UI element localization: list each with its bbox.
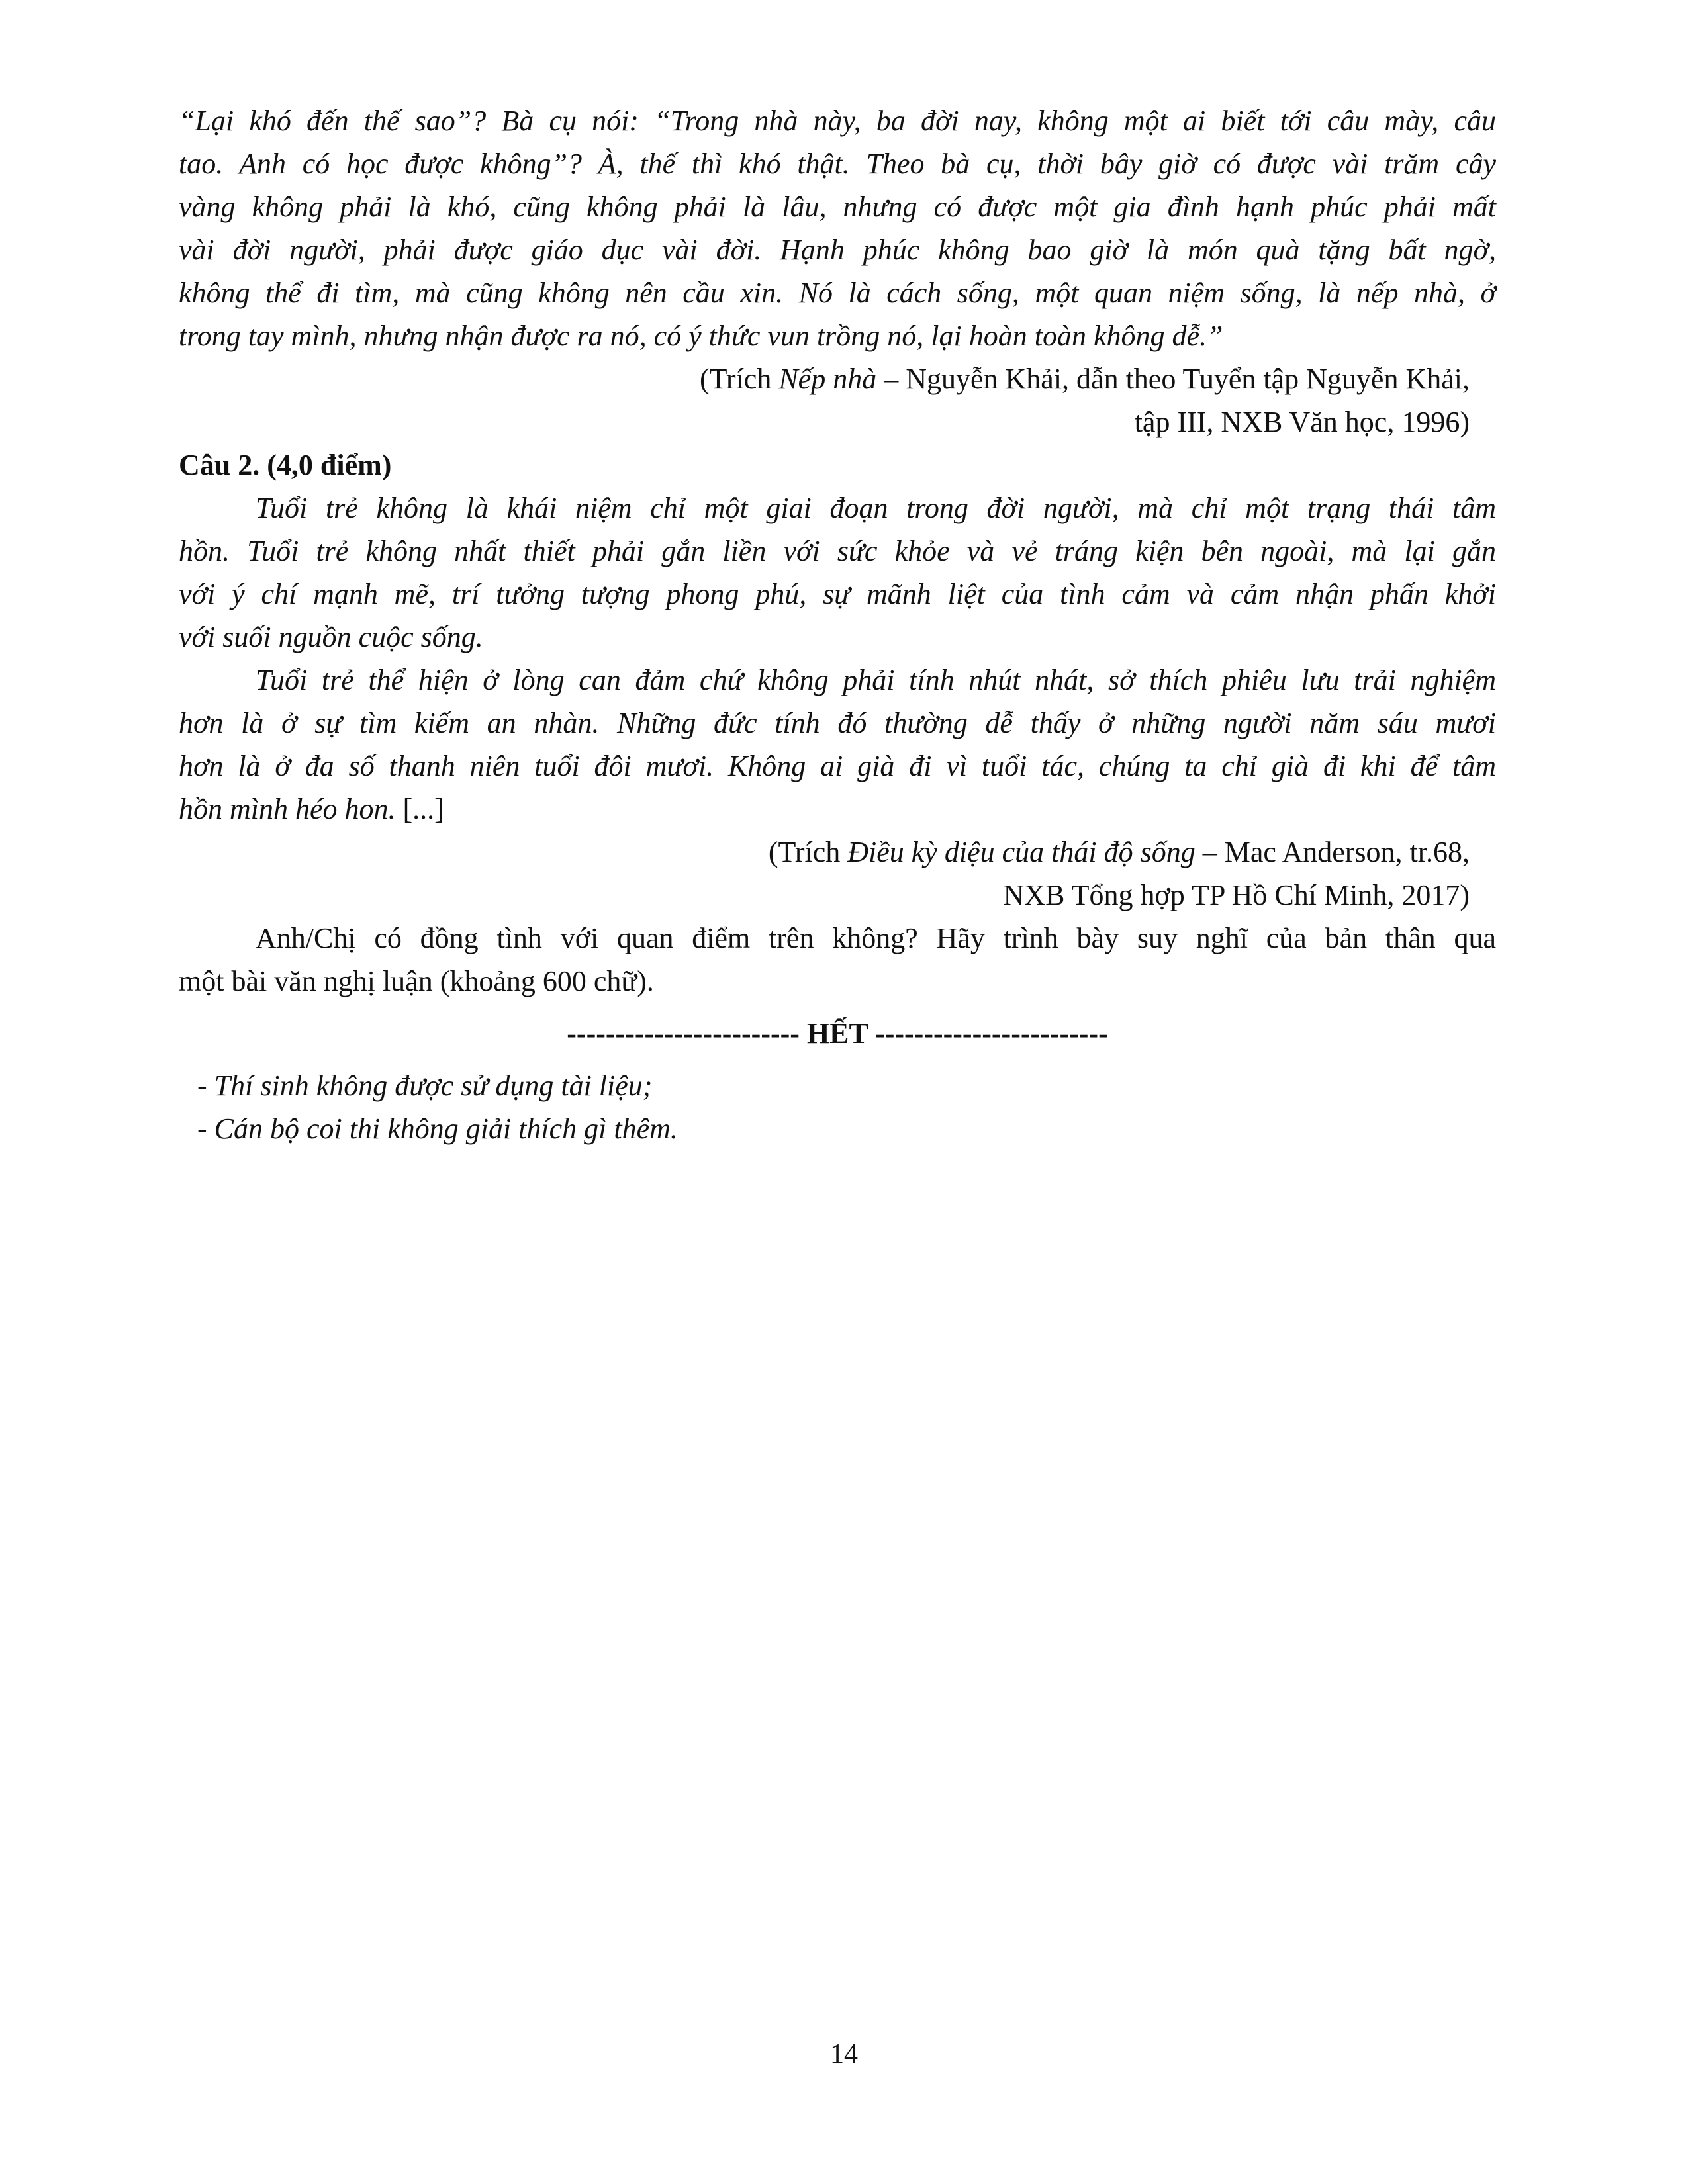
source-line: tập III, NXB Văn học, 1996) [1134, 406, 1470, 438]
question-prompt [179, 917, 1496, 1003]
passage-line: vài đời người, phải được giáo dục vài đời. Hạnh phúc không bao giờ là món quà tặng bất ngờ, [179, 234, 1496, 266]
passage-line: “Lại khó đến thế sao”? Bà cụ nói: “Trong nhà này, ba đời nay, không một ai biết tới câu mày, câu [179, 105, 1496, 137]
source-line: NXB Tổng hợp TP Hồ Chí Minh, 2017) [1003, 879, 1470, 911]
page-number: 14 [830, 2039, 858, 2070]
quote-line: hồn. Tuổi trẻ không nhất thiết phải gắn liền với sức khỏe và vẻ tráng kiện bên ngoài, mà lại gắn [179, 535, 1496, 567]
quote-line: hồn mình héo hon. [...] [179, 793, 444, 825]
quote-line: hơn là ở đa số thanh niên tuổi đôi mươi. Không ai già đi vì tuổi tác, chúng ta chỉ già đi khi để tâm [179, 750, 1496, 782]
question-heading: Câu 2. (4,0 điểm) [179, 449, 392, 481]
quote-line: với ý chí mạnh mẽ, trí tưởng tượng phong phú, sự mãnh liệt của tình cảm và cảm nhận phấn khởi [179, 578, 1496, 610]
ellipsis: [...] [395, 793, 444, 825]
quote-paragraph [179, 486, 1496, 659]
passage-line: vàng không phải là khó, cũng không phải là lâu, nhưng có được một gia đình hạnh phúc phải mất [179, 191, 1496, 223]
source-line: (Trích Nếp nhà – Nguyễn Khải, dẫn theo Tuyển tập Nguyễn Khải, [699, 363, 1470, 395]
source-title: Điều kỳ diệu của thái độ sống [847, 836, 1196, 868]
prompt-line: một bài văn nghị luận (khoảng 600 chữ). [179, 965, 654, 997]
quote-paragraph [179, 659, 1496, 831]
passage-line: trong tay mình, nhưng nhận được ra nó, có ý thức vun trồng nó, lại hoàn toàn không dễ.” [179, 320, 1223, 352]
quote-line: Tuổi trẻ không là khái niệm chỉ một giai đoạn trong đời người, mà chỉ một trạng thái tâm [256, 492, 1496, 524]
source-title: Nếp nhà [778, 363, 877, 395]
quote-source [179, 831, 1496, 917]
passage-source [179, 357, 1496, 443]
passage-line: không thể đi tìm, mà cũng không nên cầu xin. Nó là cách sống, một quan niệm sống, là nếp nhà, ở [179, 277, 1496, 309]
note-line: - Thí sinh không được sử dụng tài liệu; [197, 1069, 653, 1102]
quote-line: Tuổi trẻ thể hiện ở lòng can đảm chứ không phải tính nhút nhát, sở thích phiêu lưu trải nghiệm [256, 664, 1496, 696]
quote-line: hơn là ở sự tìm kiếm an nhàn. Những đức tính đó thường dễ thấy ở những người năm sáu mươi [179, 707, 1496, 739]
exam-page [179, 99, 1496, 1150]
source-line: (Trích Điều kỳ diệu của thái độ sống – Mac Anderson, tr.68, [768, 836, 1470, 868]
passage-line: tao. Anh có học được không”? À, thế thì khó thật. Theo bà cụ, thời bây giờ có được vài trăm cây [179, 148, 1496, 180]
quote-line: với suối nguồn cuộc sống. [179, 621, 483, 653]
passage-excerpt [179, 99, 1496, 357]
note-line: - Cán bộ coi thi không giải thích gì thêm. [197, 1113, 678, 1145]
end-marker: ------------------------ HẾT ------------------------ [567, 1017, 1108, 1050]
exam-notes [179, 1064, 1496, 1150]
prompt-line: Anh/Chị có đồng tình với quan điểm trên không? Hãy trình bày suy nghĩ của bản thân qua [256, 922, 1496, 954]
